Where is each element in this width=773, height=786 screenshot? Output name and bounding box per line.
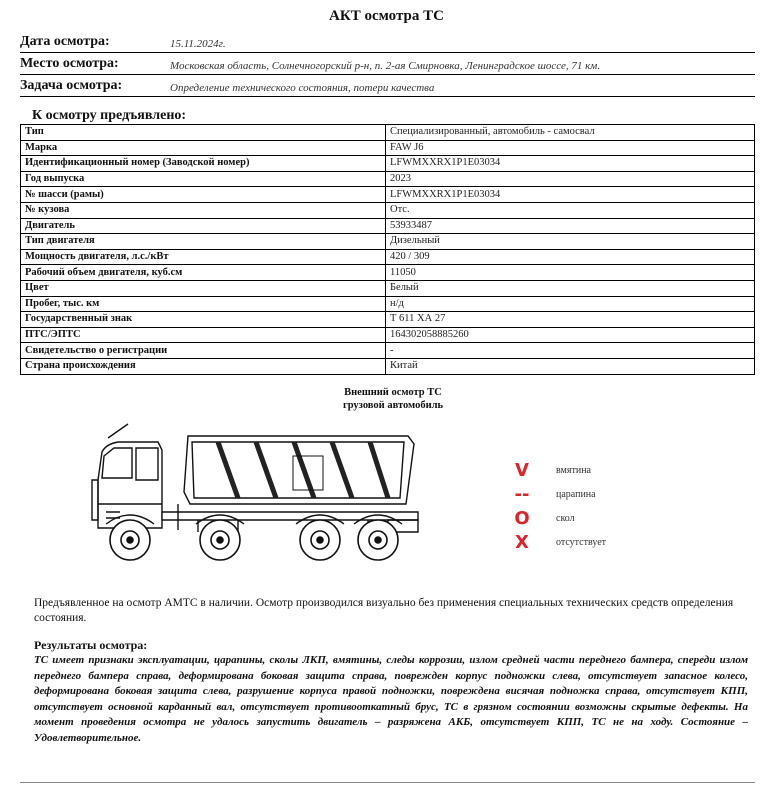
spec-table — [20, 124, 755, 375]
table-row — [21, 280, 755, 296]
place-row — [20, 54, 755, 75]
spec-value: н/д — [386, 296, 755, 312]
spec-key: Страна происхождения — [21, 358, 386, 374]
task-value: Определение технического состояния, потери качества — [170, 82, 435, 94]
table-row — [21, 265, 755, 281]
table-row — [21, 327, 755, 343]
table-row — [21, 218, 755, 234]
inspection-caption-line1: Внешний осмотр ТС — [344, 387, 442, 398]
spec-key: Свидетельство о регистрации — [21, 343, 386, 359]
date-row — [20, 32, 755, 53]
spec-key: Тип двигателя — [21, 234, 386, 250]
spec-key: № кузова — [21, 202, 386, 218]
bottom-divider — [20, 782, 755, 783]
spec-value: Т 611 ХА 27 — [386, 312, 755, 328]
inspection-caption-line2: грузовой автомобиль — [342, 400, 444, 411]
dump-truck-diagram — [88, 420, 428, 570]
spec-value: Дизельный — [386, 234, 755, 250]
table-row — [21, 125, 755, 141]
legend-symbol: -- — [514, 484, 530, 505]
spec-key: Цвет — [21, 280, 386, 296]
spec-key: Идентификационный номер (Заводской номер) — [21, 156, 386, 172]
table-row — [21, 296, 755, 312]
spec-key: Рабочий объем двигателя, куб.см — [21, 265, 386, 281]
table-row — [21, 202, 755, 218]
spec-value: 2023 — [386, 171, 755, 187]
spec-key: Год выпуска — [21, 171, 386, 187]
results-text: ТС имеет признаки эксплуатации, царапины, сколы ЛКП, вмятины, следы коррозии, излом средней части переднего бампера, спереди излом переднего бампера справа, деформирована боковая защита справа, поврежден корпус подножки слева, отсутствует запасное колесо, деформирована боковая защита слева, разрушение корпуса правой подножки, повреждена висячая подножка справа, отсутствует КПП, отсутствует основной карданный вал, отсутствует противооткатный брус, ТС в грязном состоянии возможны скрытые дефекты. На момент проведения осмотра не удалось запустить двигатель – разряжена АКБ, отсутствует КПП, ТС не на ходу. Состояние – Удовлетворительное. — [34, 654, 748, 744]
spec-key: Мощность двигателя, л.с./кВт — [21, 249, 386, 265]
legend-label: царапина — [556, 489, 596, 500]
task-row — [20, 76, 755, 97]
spec-key: Двигатель — [21, 218, 386, 234]
legend-label: вмятина — [556, 465, 591, 476]
spec-key: Тип — [21, 125, 386, 141]
intro-paragraph: Предъявленное на осмотр АМТС в наличии. Осмотр производился визуально без применения специальных технических средств определения состояния. — [34, 597, 734, 624]
table-row — [21, 140, 755, 156]
spec-value: 11050 — [386, 265, 755, 281]
spec-key: № шасси (рамы) — [21, 187, 386, 203]
date-value: 15.11.2024г. — [170, 38, 226, 50]
legend-label: скол — [556, 513, 575, 524]
spec-key: Государственный знак — [21, 312, 386, 328]
spec-value: FAW J6 — [386, 140, 755, 156]
inspection-caption — [0, 386, 773, 412]
legend-symbol: O — [514, 508, 530, 529]
spec-key: ПТС/ЭПТС — [21, 327, 386, 343]
spec-value: LFWMXXRX1P1E03034 — [386, 187, 755, 203]
table-row — [21, 249, 755, 265]
spec-key: Марка — [21, 140, 386, 156]
place-label: Место осмотра: — [20, 56, 119, 71]
legend-symbol: V — [515, 460, 529, 481]
date-label: Дата осмотра: — [20, 34, 110, 49]
section-title: К осмотру предъявлено: — [32, 108, 187, 123]
spec-value: - — [386, 343, 755, 359]
table-row — [21, 171, 755, 187]
legend-symbol: X — [515, 532, 529, 553]
table-row — [21, 187, 755, 203]
spec-value: 164302058885260 — [386, 327, 755, 343]
spec-value: LFWMXXRX1P1E03034 — [386, 156, 755, 172]
table-row — [21, 343, 755, 359]
spec-value: Специализированный, автомобиль - самосвал — [386, 125, 755, 141]
document-title: АКТ осмотра ТС — [329, 8, 444, 24]
spec-value: Китай — [386, 358, 755, 374]
legend-label: отсутствует — [556, 537, 607, 548]
table-row — [21, 156, 755, 172]
spec-value: Отс. — [386, 202, 755, 218]
spec-key: Пробег, тыс. км — [21, 296, 386, 312]
place-value: Московская область, Солнечногорский р-н, п. 2-ая Смирновка, Ленинградское шоссе, 71 км. — [170, 60, 601, 72]
spec-value: Белый — [386, 280, 755, 296]
spec-value: 53933487 — [386, 218, 755, 234]
spec-value: 420 / 309 — [386, 249, 755, 265]
results-title: Результаты осмотра: — [34, 638, 148, 652]
table-row — [21, 312, 755, 328]
task-label: Задача осмотра: — [20, 78, 123, 93]
table-row — [21, 234, 755, 250]
table-row — [21, 358, 755, 374]
